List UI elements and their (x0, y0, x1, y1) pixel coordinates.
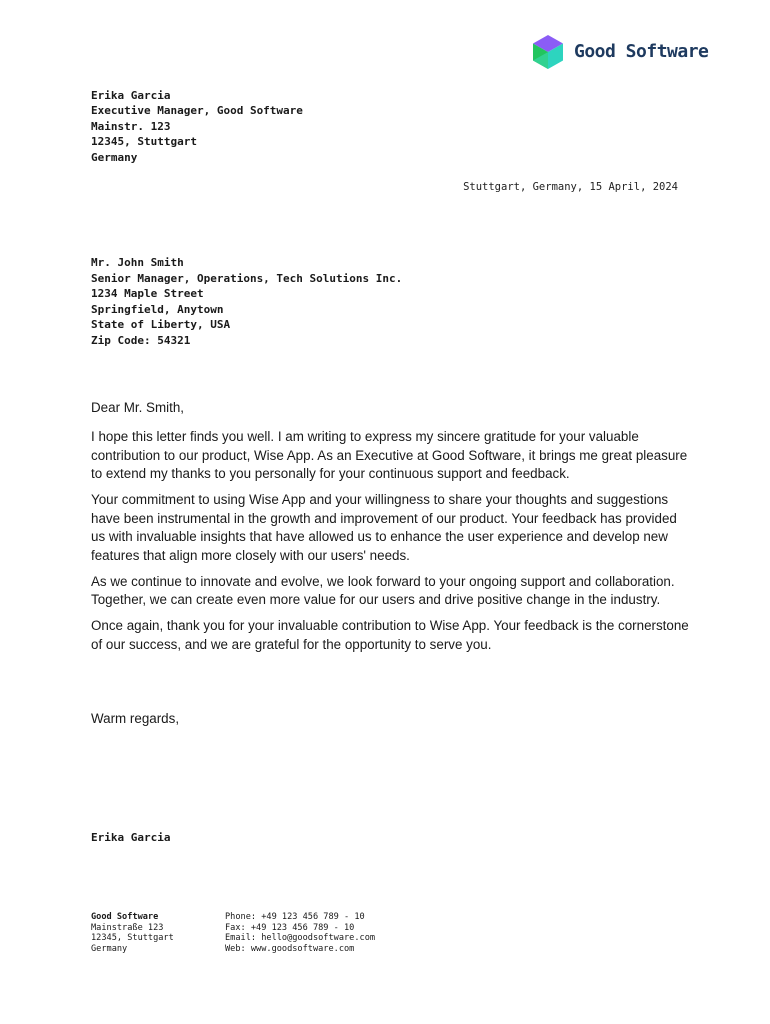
sender-country: Germany (91, 150, 138, 164)
sender-title: Executive Manager, Good Software (91, 104, 303, 118)
footer-city: 12345, Stuttgart (91, 933, 174, 944)
footer-email[interactable]: Email: hello@goodsoftware.com (225, 933, 376, 944)
footer-country: Germany (91, 943, 128, 954)
signature-name: Erika Garcia (91, 831, 171, 844)
letter-body (91, 428, 691, 661)
recipient-city: Springfield, Anytown (91, 302, 224, 316)
footer-street: Mainstraße 123 (91, 922, 164, 933)
body-paragraph: As we continue to innovate and evolve, we look forward to your ongoing support and collaboration. Together, we can create even more value for our users and drive positive change in the industry. (91, 573, 675, 608)
recipient-zip: Zip Code: 54321 (91, 333, 191, 347)
sender-name: Erika Garcia (91, 89, 171, 102)
footer-address (91, 912, 174, 954)
hexagon-logo-icon (531, 34, 565, 70)
company-logo (531, 34, 708, 70)
footer-fax: Fax: +49 123 456 789 - 10 (225, 922, 355, 933)
salutation: Dear Mr. Smith, (91, 400, 185, 415)
footer-company: Good Software (91, 912, 159, 922)
body-paragraph: Once again, thank you for your invaluable contribution to Wise App. Your feedback is the cornerstone of our success, and we are grateful for the opportunity to serve you. (91, 617, 689, 652)
recipient-state: State of Liberty, USA (91, 318, 231, 331)
body-paragraph: Your commitment to using Wise App and your willingness to share your thoughts and suggestions have been instrumental in the growth and improvement of our product. Your feedback has provided us with invaluable insights that have allowed us to enhance the user experience and develop new features that align more closely with our users' needs. (91, 491, 677, 563)
footer-phone: Phone: +49 123 456 789 - 10 (225, 912, 365, 922)
recipient-address-block (91, 255, 402, 348)
letter-date: Stuttgart, Germany, 15 April, 2024 (463, 181, 678, 193)
recipient-name: Mr. John Smith (91, 256, 184, 269)
sender-street: Mainstr. 123 (91, 119, 171, 133)
sender-city: 12345, Stuttgart (91, 135, 197, 149)
sender-address-block (91, 88, 303, 165)
footer-contact (225, 912, 375, 954)
footer-web[interactable]: Web: www.goodsoftware.com (225, 943, 355, 954)
body-paragraph: I hope this letter finds you well. I am writing to express my sincere gratitude for your valuable contribution to our product, Wise App. As an Executive at Good Software, it brings me great pleasure to extend my thanks to you personally for your continuous support and feedback. (91, 429, 688, 482)
closing: Warm regards, (91, 711, 180, 726)
recipient-title: Senior Manager, Operations, Tech Solutions Inc. (91, 271, 403, 285)
logo-name: Good Software (574, 41, 709, 62)
recipient-street: 1234 Maple Street (91, 287, 204, 300)
